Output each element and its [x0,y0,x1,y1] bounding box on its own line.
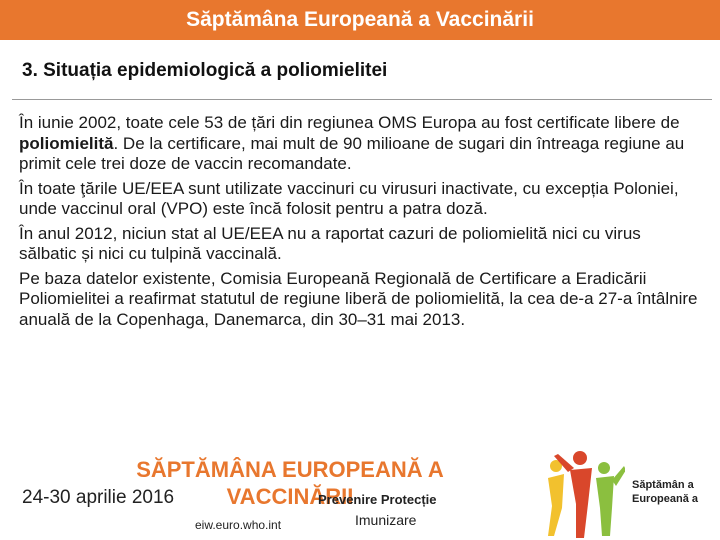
header-bar [0,0,720,40]
tagline-prevention: Prevenire Protecție [318,492,437,507]
slide-heading: 3. Situația epidemiologică a poliomielitei [22,60,388,81]
people-figures-logo-icon [540,448,625,540]
campaign-date: 24-30 aprilie 2016 [22,487,175,508]
divider [12,99,712,100]
paragraph-2: În toate ţările UE/EEA sunt utilizate vaccinuri cu virusuri inactivate, cu excepția Poloniei, unde vaccinul oral (VPO) este încă folosit pentru a patra doză. [19,178,679,218]
tagline-immunization: Imunizare [355,512,417,528]
paragraph-3: În anul 2012, niciun stat al UE/EEA nu a raportat cazuri de poliomielită nici cu virus sălbatic și nici cu tulpină vaccinală. [19,223,641,263]
slide-body [19,113,699,334]
paragraph-4: Pe baza datelor existente, Comisia Europeană Regională de Certificare a Eradicării Poliomielitei a reafirmat statutul de regiune liberă de poliomielită, la cea de-a 27-a întâlnire anuală de la Copenhaga, Danemarca, din 30–31 mai 2013. [19,268,698,329]
paragraph-1: În iunie 2002, toate cele 53 de țări din regiunea OMS Europa au fost certificate libere de poliomielită. De la certificare, mai mult de 90 milioane de sugari din întreaga regiune au primit cele trei doze de vaccin recomandate. [19,113,685,173]
header-title: Săptămâna Europeană a Vaccinării [186,8,534,31]
campaign-title: SĂPTĂMÂNA EUROPEANĂ A VACCINĂRII [136,457,444,509]
side-label: Săptămân a Europeană a [632,479,699,505]
campaign-url[interactable]: eiw.euro.who.int [195,518,282,532]
